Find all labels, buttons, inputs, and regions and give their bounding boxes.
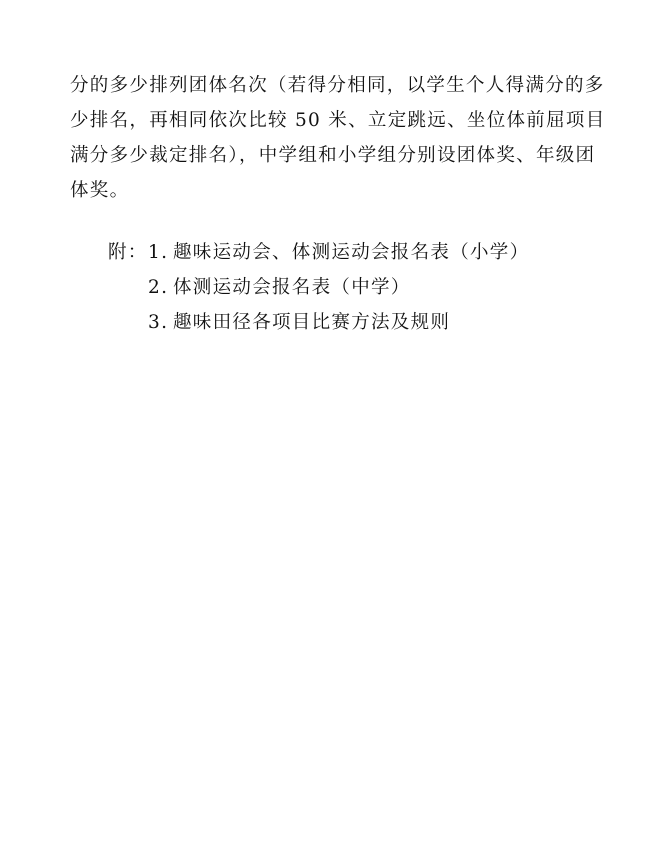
attachment-item [108, 305, 588, 340]
paragraph-line: 体奖。 [70, 180, 130, 201]
attachment-title: 趣味田径各项目比赛方法及规则 [173, 312, 451, 333]
attachment-title: 体测运动会报名表（中学） [173, 277, 411, 298]
attachments-prefix: 附： [108, 242, 148, 263]
attachment-number: 2. [148, 277, 169, 298]
attachments-list [108, 235, 588, 340]
attachment-number: 3. [148, 312, 169, 333]
attachment-item [108, 235, 588, 270]
attachment-number: 1. [148, 242, 169, 263]
paragraph-line: 少排名，再相同依次比较 50 米、立定跳远、坐位体前屈项目 [70, 110, 606, 131]
paragraph-line: 满分多少裁定排名），中学组和小学组分别设团体奖、年级团 [70, 145, 596, 166]
body-paragraph [70, 68, 605, 208]
paragraph-line: 分的多少排列团体名次（若得分相同，以学生个人得满分的多 [70, 75, 605, 96]
attachment-title: 趣味运动会、体测运动会报名表（小学） [173, 242, 530, 263]
attachment-item [108, 270, 588, 305]
